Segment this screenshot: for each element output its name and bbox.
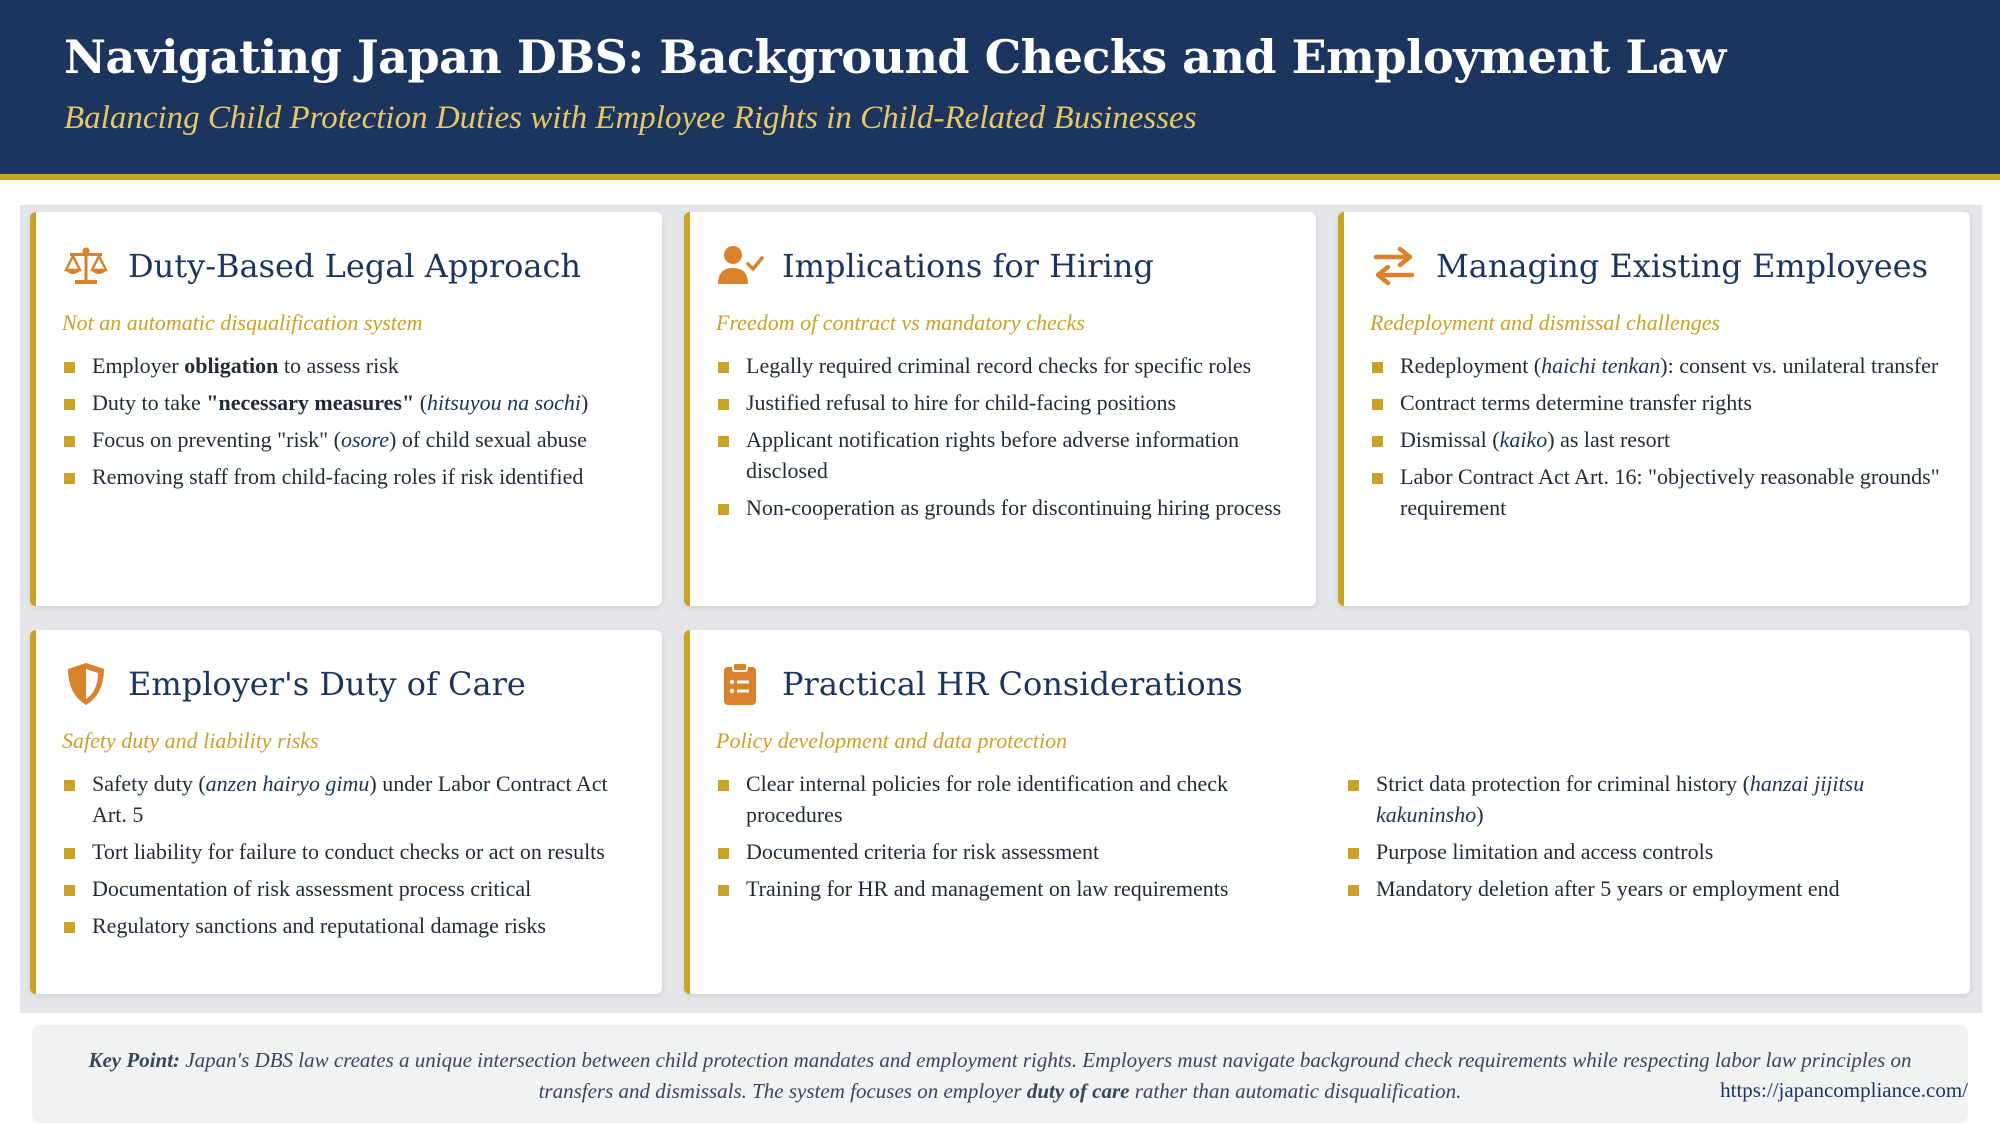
- card-managing-employees: [1338, 212, 1970, 606]
- card-title: Practical HR Considerations: [782, 665, 1243, 703]
- source-url-link[interactable]: https://japancompliance.com/: [1720, 1078, 1968, 1102]
- page-title: Navigating Japan DBS: Background Checks and Employment Law: [64, 30, 1726, 84]
- list-item: Training for HR and management on law requirements: [716, 873, 1316, 904]
- card-subtitle: Policy development and data protection: [716, 728, 1068, 753]
- shield-icon: [62, 660, 110, 708]
- list-item: Duty to take "necessary measures" (hitsuyou na sochi): [62, 387, 638, 418]
- card-title: Duty-Based Legal Approach: [128, 247, 582, 285]
- list-item: Documentation of risk assessment process critical: [62, 873, 638, 904]
- card-implications-hiring: [684, 212, 1316, 606]
- list-item: Clear internal policies for role identification and check procedures: [716, 768, 1316, 830]
- card-duty-based-approach: [30, 212, 662, 606]
- list-item: Labor Contract Act Art. 16: "objectively reasonable grounds" requirement: [1370, 461, 1946, 523]
- card-subtitle: Not an automatic disqualification system: [62, 310, 423, 335]
- list-item: Legally required criminal record checks for specific roles: [716, 350, 1292, 381]
- header-banner: [0, 0, 2000, 180]
- list-item: Justified refusal to hire for child-facing positions: [716, 387, 1292, 418]
- clipboard-list-icon: [716, 660, 764, 708]
- card-title: Employer's Duty of Care: [128, 665, 526, 703]
- list-item: Regulatory sanctions and reputational damage risks: [62, 910, 638, 941]
- list-item: Focus on preventing "risk" (osore) of child sexual abuse: [62, 424, 638, 455]
- list-item: Redeployment (haichi tenkan): consent vs. unilateral transfer: [1370, 350, 1946, 381]
- card-subtitle: Safety duty and liability risks: [62, 728, 319, 753]
- exchange-arrows-icon: [1370, 242, 1418, 290]
- list-item: Removing staff from child-facing roles if risk identified: [62, 461, 638, 492]
- card-title: Implications for Hiring: [782, 247, 1154, 285]
- key-point-box: [32, 1025, 1968, 1123]
- list-item: Documented criteria for risk assessment: [716, 836, 1316, 867]
- card-title: Managing Existing Employees: [1436, 247, 1928, 285]
- list-item: Applicant notification rights before adverse information disclosed: [716, 424, 1292, 486]
- hr-columns: [716, 754, 1946, 910]
- existing-employees-list: [1370, 350, 1946, 523]
- list-item: Contract terms determine transfer rights: [1370, 387, 1946, 418]
- key-point-text: Japan's DBS law creates a unique intersection between child protection mandates and employment rights. Employers must navigate background check requirements while respecting labor law principles on transfers and dismissals. The system focuses on employer: [180, 1048, 1912, 1103]
- page-subtitle: Balancing Child Protection Duties with Employee Rights in Child-Related Businesses: [64, 100, 1197, 136]
- card-duty-of-care: [30, 630, 662, 994]
- card-subtitle: Freedom of contract vs mandatory checks: [716, 310, 1085, 335]
- list-item: Mandatory deletion after 5 years or employment end: [1346, 873, 1946, 904]
- user-check-icon: [716, 242, 764, 290]
- hr-list-right: [1346, 768, 1946, 910]
- key-point-emphasis: duty of care: [1026, 1079, 1130, 1103]
- card-practical-hr: [684, 630, 1970, 994]
- scale-icon: [62, 242, 110, 290]
- list-item: Non-cooperation as grounds for discontinuing hiring process: [716, 492, 1292, 523]
- list-item: Employer obligation to assess risk: [62, 350, 638, 381]
- list-item: Dismissal (kaiko) as last resort: [1370, 424, 1946, 455]
- duty-of-care-list: [62, 768, 638, 941]
- list-item: Strict data protection for criminal history (hanzai jijitsu kakuninsho): [1346, 768, 1946, 830]
- key-point-text-end: rather than automatic disqualification.: [1129, 1079, 1462, 1103]
- hiring-list: [716, 350, 1292, 523]
- key-point-label: Key Point:: [88, 1048, 181, 1072]
- duty-based-list: [62, 350, 638, 492]
- list-item: Tort liability for failure to conduct checks or act on results: [62, 836, 638, 867]
- list-item: Safety duty (anzen hairyo gimu) under Labor Contract Act Art. 5: [62, 768, 638, 830]
- list-item: Purpose limitation and access controls: [1346, 836, 1946, 867]
- card-subtitle: Redeployment and dismissal challenges: [1370, 310, 1721, 335]
- hr-list-left: [716, 768, 1316, 910]
